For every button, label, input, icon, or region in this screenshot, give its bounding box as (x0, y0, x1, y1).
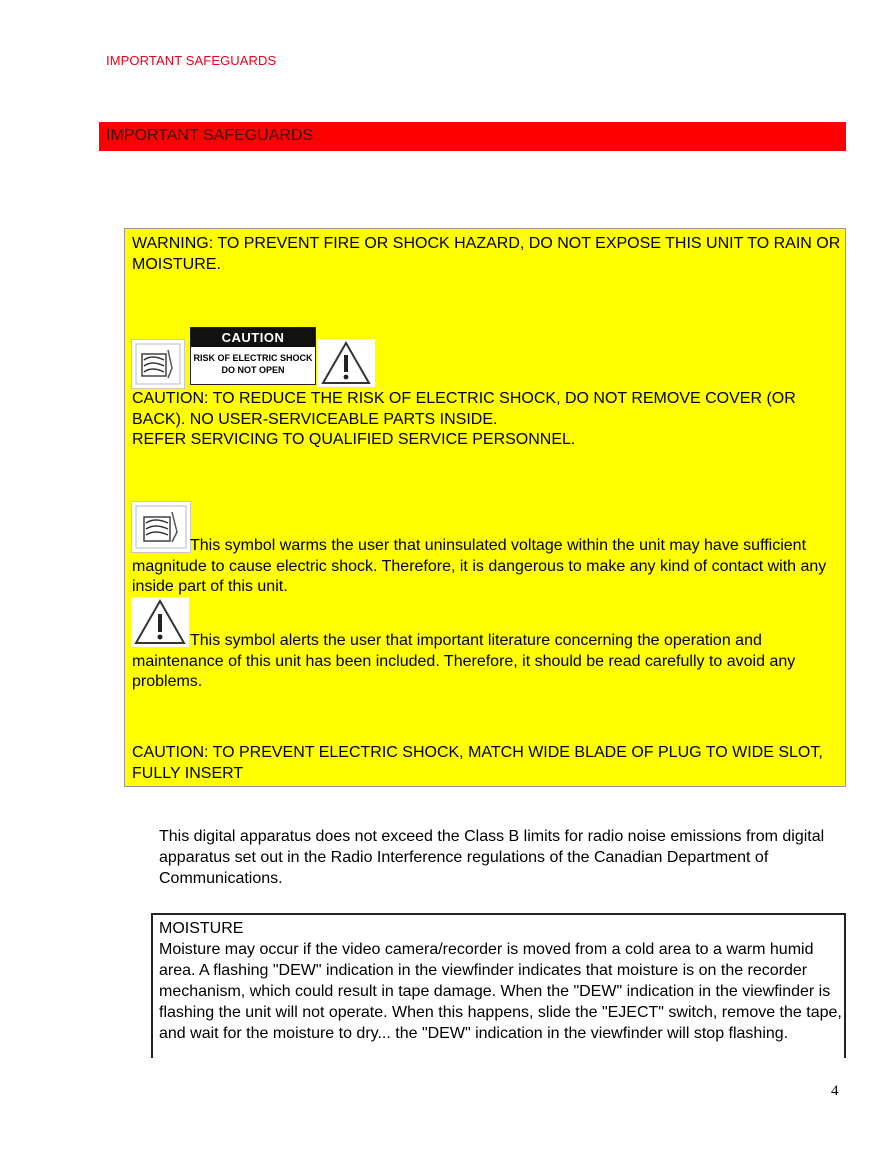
warning-box (124, 228, 846, 787)
caution-text: CAUTION: TO REDUCE THE RISK OF ELECTRIC SHOCK, DO NOT REMOVE COVER (OR BACK). NO USER-SERVICEABLE PARTS INSIDE. (132, 390, 796, 428)
caution-label-line2: DO NOT OPEN (221, 365, 285, 375)
running-header: IMPORTANT SAFEGUARDS (106, 53, 277, 68)
moisture-heading: MOISTURE (159, 920, 244, 937)
fcc-notice: This digital apparatus does not exceed the Class B limits for radio noise emissions from digital apparatus set out in the Radio Interference regulations of the Canadian Department of Communications. (159, 828, 825, 887)
exclamation-triangle-icon (317, 339, 375, 387)
moisture-box (151, 913, 846, 1058)
electric-shock-icon (131, 339, 185, 389)
refer-servicing-text: REFER SERVICING TO QUALIFIED SERVICE PERSONNEL. (132, 431, 576, 448)
caution-label-head: CAUTION (191, 328, 315, 347)
section-title-bar: IMPORTANT SAFEGUARDS (99, 122, 846, 151)
moisture-body: Moisture may occur if the video camera/recorder is moved from a cold area to a warm humid area. A flashing "DEW" indication in the viewfinder indicates that moisture is on the recorder mechanism, which could result in tape damage. When the "DEW" indication in the viewfinder is flashing the unit will not operate. When this happens, slide the "EJECT" switch, remove the tape, and wait for the moisture to dry... the "DEW" indication in the viewfinder will stop flashing. (159, 941, 842, 1042)
warning-text: WARNING: TO PREVENT FIRE OR SHOCK HAZARD, DO NOT EXPOSE THIS UNIT TO RAIN OR MOISTURE. (132, 235, 841, 273)
plug-caution-text: CAUTION: TO PREVENT ELECTRIC SHOCK, MATCH WIDE BLADE OF PLUG TO WIDE SLOT, FULLY INSERT (132, 744, 823, 782)
shock-symbol-text: This symbol warms the user that uninsulated voltage within the unit may have sufficient magnitude to cause electric shock. Therefore, it is dangerous to make any kind of contact with any inside part of this unit. (132, 537, 827, 595)
alert-symbol-text: This symbol alerts the user that important literature concerning the operation and maintenance of this unit has been included. Therefore, it should be read carefully to avoid any problems. (132, 632, 796, 690)
caution-label-line1: RISK OF ELECTRIC SHOCK (193, 353, 313, 363)
page-number: 4 (831, 1083, 839, 1099)
caution-label (190, 327, 316, 385)
